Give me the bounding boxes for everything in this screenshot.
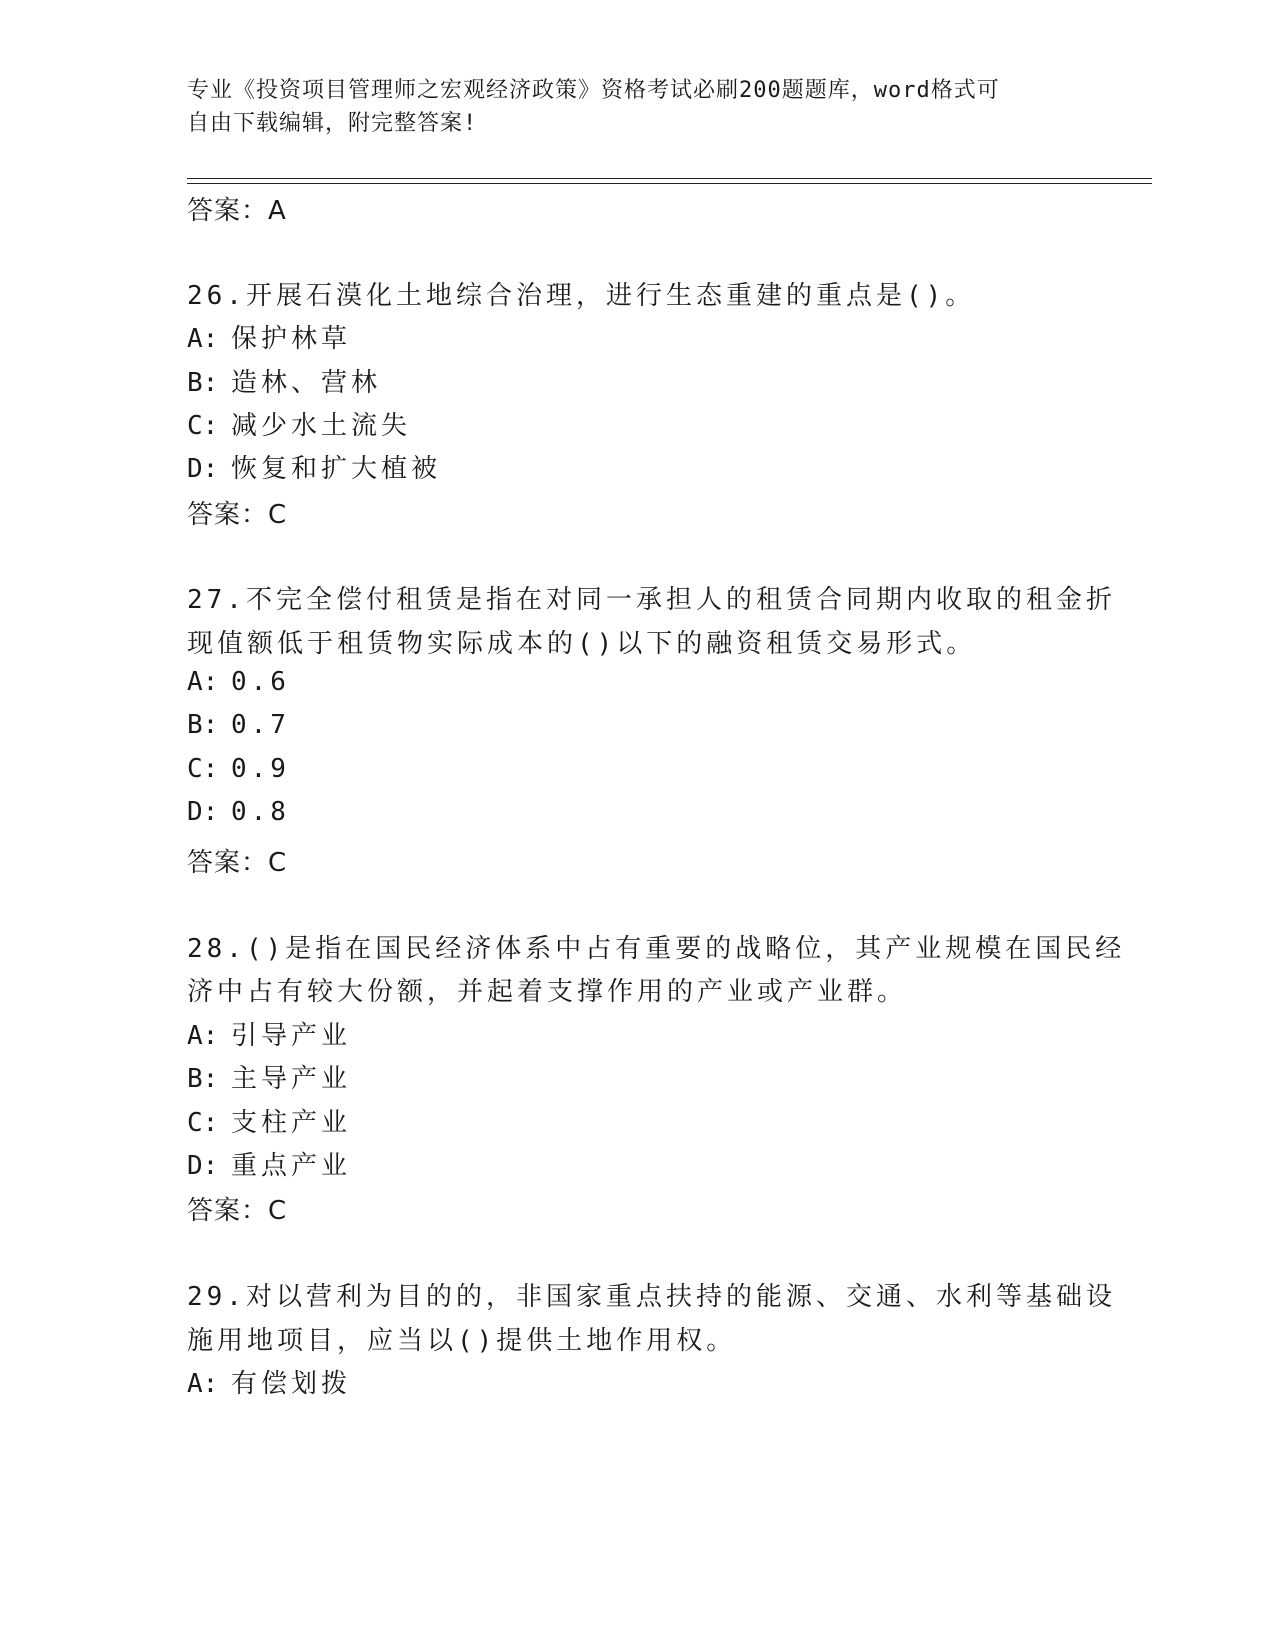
option-label: A: (187, 667, 219, 697)
option-text: 主导产业 (231, 1064, 352, 1094)
question-27-stem-line-1: 27.不完全偿付租赁是指在对同一承担人的租赁合同期内收取的租金折 (187, 585, 1116, 615)
header-line-1: 专业《投资项目管理师之宏观经济政策》资格考试必刷200题题库，word格式可 (187, 78, 1000, 103)
question-29-stem-line-1: 29.对以营利为目的的，非国家重点扶持的能源、交通、水利等基础设 (187, 1282, 1116, 1312)
option-label: D: (187, 797, 219, 827)
page-header (187, 74, 1067, 140)
question-28-option-c (187, 1102, 351, 1139)
option-text: 保护林草 (231, 324, 352, 354)
option-label: A: (187, 1369, 219, 1399)
option-label: B: (187, 1064, 219, 1094)
previous-answer: 答案：A (187, 196, 287, 226)
question-27-option-d (187, 797, 290, 827)
question-27-option-a (187, 667, 290, 697)
question-26-option-a (187, 318, 351, 355)
question-28-option-b (187, 1058, 351, 1095)
question-29-stem-line-2: 施用地项目，应当以()提供土地作用权。 (187, 1326, 737, 1356)
option-label: D: (187, 1151, 219, 1181)
option-text: 有偿划拨 (231, 1369, 352, 1399)
question-26-option-c (187, 405, 411, 442)
question-29-option-a (187, 1363, 351, 1400)
option-text: 0.8 (231, 797, 290, 827)
option-text: 0.7 (231, 710, 290, 740)
option-label: C: (187, 411, 219, 441)
question-28-option-d (187, 1145, 351, 1182)
question-28-stem-line-1: 28.()是指在国民经济体系中占有重要的战略位，其产业规模在国民经 (187, 934, 1126, 964)
question-27-option-c (187, 754, 290, 784)
option-text: 0.9 (231, 754, 290, 784)
question-26-option-d (187, 448, 441, 485)
option-label: C: (187, 1108, 219, 1138)
option-text: 0.6 (231, 667, 290, 697)
question-28-answer: 答案：C (187, 1196, 288, 1226)
question-26-stem-line-1: 26.开展石漠化土地综合治理，进行生态重建的重点是()。 (187, 281, 976, 311)
option-text: 重点产业 (231, 1151, 352, 1181)
option-text: 引导产业 (231, 1021, 352, 1051)
option-text: 支柱产业 (231, 1108, 352, 1138)
option-label: C: (187, 754, 219, 784)
question-27-option-b (187, 710, 290, 740)
question-26-option-b (187, 362, 381, 399)
question-28-stem-line-2: 济中占有较大份额，并起着支撑作用的产业或产业群。 (187, 977, 908, 1007)
option-label: A: (187, 1021, 219, 1051)
question-27-stem-line-2: 现值额低于租赁物实际成本的()以下的融资租赁交易形式。 (187, 629, 977, 659)
option-text: 减少水土流失 (231, 411, 412, 441)
option-label: B: (187, 710, 219, 740)
option-label: D: (187, 454, 219, 484)
option-label: B: (187, 368, 219, 398)
header-rule-bottom (187, 183, 1152, 184)
question-27-answer: 答案：C (187, 848, 288, 878)
question-26-answer: 答案：C (187, 500, 288, 530)
header-line-2: 自由下载编辑，附完整答案! (187, 111, 478, 136)
header-rule-top (187, 178, 1152, 179)
option-text: 造林、营林 (231, 368, 382, 398)
question-28-option-a (187, 1015, 351, 1052)
option-label: A: (187, 324, 219, 354)
option-text: 恢复和扩大植被 (231, 454, 442, 484)
